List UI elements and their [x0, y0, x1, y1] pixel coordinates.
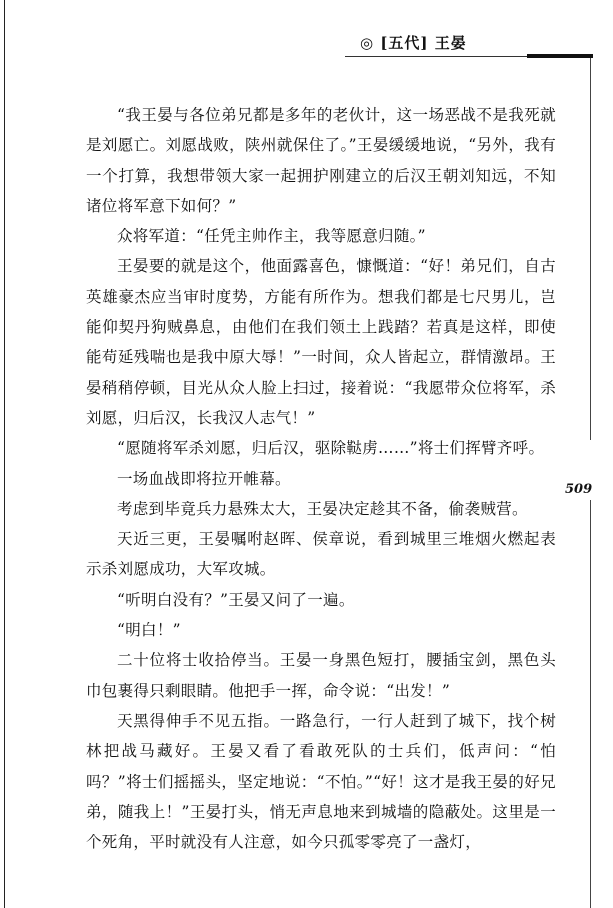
page-edge-rule [4, 0, 5, 908]
paragraph: 天黑得伸手不见五指。一路急行，一行人赶到了城下，找个树林把战马藏好。王晏又看了看敢死队的士兵们，低声问：“怕吗？”将士们摇摇头，坚定地说：“不怕。”“好！这才是我王晏的好兄弟，随我上！”王晏打头，悄无声息地来到城墙的隐蔽处。这里是一个死角，平时就没有人注意，如今只孤零零亮了一盏灯， [86, 711, 556, 852]
paragraph: 考虑到毕竟兵力悬殊太大，王晏决定趁其不备，偷袭贼营。 [117, 499, 528, 518]
paragraph: 天近三更，王晏嘱咐赵晖、侯章说，看到城里三堆烟火燃起表示杀刘愿成功，大军攻城。 [86, 530, 556, 579]
paragraph: “听明白没有？”王晏又问了一遍。 [117, 590, 355, 609]
margin-rule-top [590, 58, 591, 440]
paragraph: 二十位将士收拾停当。王晏一身黑色短打，腰插宝剑，黑色头巾包裹得只剩眼睛。他把手一挥，命令说：“出发！” [86, 651, 556, 700]
margin-rule-bottom [590, 500, 591, 908]
page-number: 509 [565, 482, 593, 497]
paragraph: 一场血战即将拉开帷幕。 [117, 469, 291, 488]
paragraph: “愿随将军杀刘愿，归后汉，驱除鞑虏……”将士们挥臂齐呼。 [117, 439, 545, 458]
body-text [86, 100, 556, 857]
header-title: [五代] 王晏 [380, 34, 467, 52]
header-circle-icon: ◎ [360, 34, 375, 52]
paragraph: 众将军道：“任凭主帅作主，我等愿意归随。” [117, 227, 426, 246]
header-rule-accent [527, 54, 593, 58]
paragraph: “我王晏与各位弟兄都是多年的老伙计，这一场恶战不是我死就是刘愿亡。刘愿战败，陕州就保住了。”王晏缓缓地说，“另外，我有一个打算，我想带领大家一起拥护刚建立的后汉王朝刘知远，不知诸位将军意下如何？” [86, 106, 556, 215]
running-header [360, 32, 467, 53]
paragraph: 王晏要的就是这个，他面露喜色，慷慨道：“好！弟兄们，自古英雄豪杰应当审时度势，方能有所作为。想我们都是七尺男儿，岂能仰契丹狗贼鼻息，由他们在我们领土上践踏？若真是这样，即使能苟延残喘也是我中原大辱！”一时间，众人皆起立，群情激昂。王晏稍稍停顿，目光从众人脸上扫过，接着说：“我愿带众位将军，杀刘愿，归后汉，长我汉人志气！” [86, 257, 556, 427]
paragraph: “明白！” [117, 621, 181, 640]
